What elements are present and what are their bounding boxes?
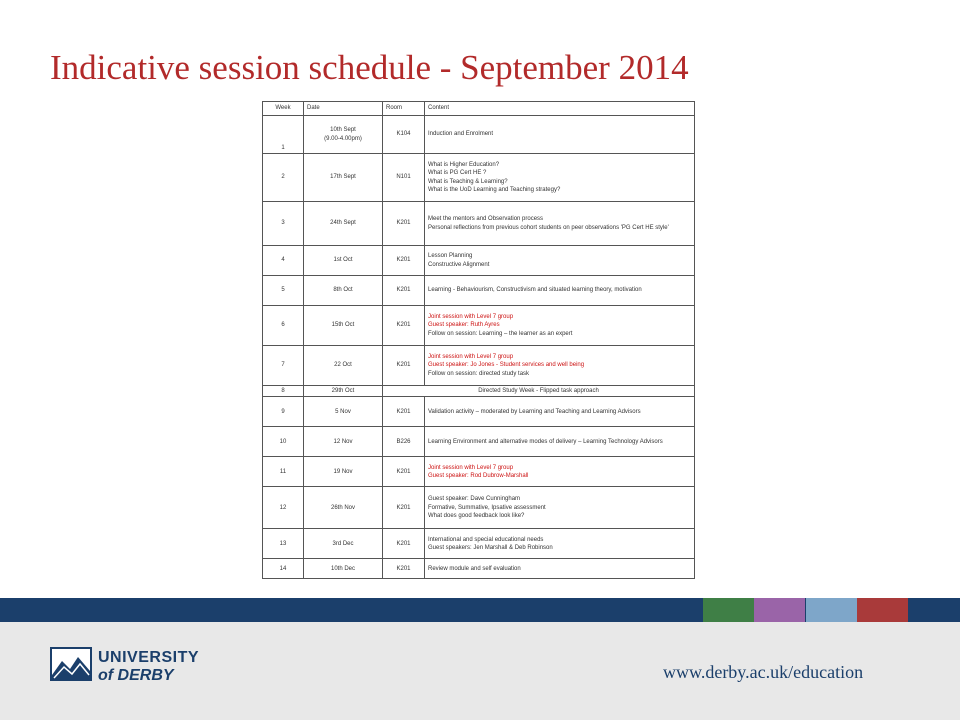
schedule-table <box>262 101 695 579</box>
header-room: Room <box>383 102 425 116</box>
cell-content <box>425 276 695 306</box>
logo-line2: of DERBY <box>98 667 174 684</box>
content-line: What does good feedback look like? <box>428 513 525 520</box>
cell-date: 17th Sept <box>304 154 383 202</box>
content-line: What is Teaching & Learning? <box>428 178 508 185</box>
cell-date: 22 Oct <box>304 346 383 386</box>
cell-content <box>425 529 695 559</box>
content-line: Review module and self evaluation <box>428 565 521 572</box>
cell-room: K201 <box>383 276 425 306</box>
cell-week: 11 <box>263 457 304 487</box>
logo-line1: UNIVERSITY <box>98 649 200 666</box>
content-line: Follow on session: Learning – the learner as an expert <box>428 330 573 337</box>
cell-content <box>425 202 695 246</box>
content-line: What is the UoD Learning and Teaching strategy? <box>428 186 561 193</box>
cell-week: 12 <box>263 487 304 529</box>
cell-week: 14 <box>263 559 304 579</box>
content-line: What is Higher Education? <box>428 161 500 168</box>
content-line: Joint session with Level 7 group <box>428 353 514 360</box>
cell-room: K201 <box>383 202 425 246</box>
table-row <box>263 559 695 579</box>
cell-content <box>425 487 695 529</box>
cell-week: 9 <box>263 397 304 427</box>
header-week: Week <box>263 102 304 116</box>
cell-date: 3rd Dec <box>304 529 383 559</box>
cell-week: 13 <box>263 529 304 559</box>
cell-date: 10th Sept (9.00-4.00pm) <box>304 116 383 154</box>
table-row <box>263 397 695 427</box>
cell-week: 1 <box>263 116 304 154</box>
cell-date: 8th Oct <box>304 276 383 306</box>
cell-room: K201 <box>383 397 425 427</box>
content-line: Follow on session: directed study task <box>428 370 530 377</box>
slide-title: Indicative session schedule - September 2014 <box>50 48 689 87</box>
table-row <box>263 306 695 346</box>
content-line: Meet the mentors and Observation process <box>428 216 544 223</box>
content-line: Guest speaker: Jo Jones - Student services and well being <box>428 362 585 369</box>
swatch-red <box>857 598 908 622</box>
content-line: Formative, Summative, Ipsative assessment <box>428 504 546 511</box>
content-line: International and special educational needs <box>428 536 544 543</box>
cell-content <box>425 457 695 487</box>
cell-week: 8 <box>263 386 304 397</box>
swatch-blue <box>806 598 857 622</box>
header-date: Date <box>304 102 383 116</box>
cell-date: 26th Nov <box>304 487 383 529</box>
cell-date: 24th Sept <box>304 202 383 246</box>
cell-content <box>425 559 695 579</box>
content-line: Learning Environment and alternative modes of delivery – Learning Technology Advisors <box>428 438 663 445</box>
content-line: Induction and Enrolment <box>428 131 494 138</box>
cell-week: 2 <box>263 154 304 202</box>
cell-content <box>425 306 695 346</box>
cell-room: K201 <box>383 346 425 386</box>
cell-room: K201 <box>383 246 425 276</box>
content-line: Guest speaker: Dave Cunningham <box>428 496 521 503</box>
content-line: What is PG Cert HE ? <box>428 170 487 177</box>
table-row <box>263 246 695 276</box>
cell-date: 29th Oct <box>304 386 383 397</box>
header-content: Content <box>425 102 695 116</box>
table-row <box>263 154 695 202</box>
content-line: Guest speaker: Rod Dubrow-Marshall <box>428 472 529 479</box>
content-line: Learning - Behaviourism, Constructivism and situated learning theory, motivation <box>428 287 642 294</box>
cell-content <box>425 154 695 202</box>
cell-room: K104 <box>383 116 425 154</box>
cell-week: 3 <box>263 202 304 246</box>
cell-content <box>425 397 695 427</box>
content-line: Guest speaker: Ruth Ayres <box>428 322 500 329</box>
cell-content <box>425 116 695 154</box>
content-line: Guest speakers: Jen Marshall & Deb Robinson <box>428 544 553 551</box>
table-row <box>263 487 695 529</box>
content-line: Joint session with Level 7 group <box>428 313 514 320</box>
table-row <box>263 457 695 487</box>
table-row <box>263 346 695 386</box>
content-line: Joint session with Level 7 group <box>428 464 514 471</box>
content-line: Directed Study Week - Flipped task approach <box>478 388 599 394</box>
cell-room: K201 <box>383 529 425 559</box>
content-line: Lesson Planning <box>428 253 473 260</box>
cell-room: K201 <box>383 306 425 346</box>
cell-week: 7 <box>263 346 304 386</box>
table-row <box>263 427 695 457</box>
cell-date: 1st Oct <box>304 246 383 276</box>
cell-week: 4 <box>263 246 304 276</box>
table-header-row <box>263 102 695 116</box>
derby-logo-icon <box>50 645 220 685</box>
cell-date: 12 Nov <box>304 427 383 457</box>
content-line: Validation activity – moderated by Learning and Teaching and Learning Advisors <box>428 408 641 415</box>
table-row <box>263 276 695 306</box>
cell-week: 10 <box>263 427 304 457</box>
cell-room: K201 <box>383 457 425 487</box>
table-row <box>263 202 695 246</box>
cell-date: 5 Nov <box>304 397 383 427</box>
cell-date: 19 Nov <box>304 457 383 487</box>
table-row <box>263 386 695 397</box>
swatch-purple <box>754 598 805 622</box>
cell-content <box>383 386 695 397</box>
table-row <box>263 529 695 559</box>
university-logo <box>50 645 220 690</box>
cell-date: 15th Oct <box>304 306 383 346</box>
cell-room: K201 <box>383 559 425 579</box>
cell-content <box>425 346 695 386</box>
cell-content <box>425 427 695 457</box>
cell-room: N101 <box>383 154 425 202</box>
cell-content <box>425 246 695 276</box>
cell-room: K201 <box>383 487 425 529</box>
cell-week: 6 <box>263 306 304 346</box>
cell-room: B226 <box>383 427 425 457</box>
cell-date: 10th Dec <box>304 559 383 579</box>
cell-week: 5 <box>263 276 304 306</box>
footer-url[interactable]: www.derby.ac.uk/education <box>663 662 864 682</box>
schedule-rows <box>263 116 695 579</box>
swatch-green <box>703 598 754 622</box>
table-row <box>263 116 695 154</box>
content-line: Constructive Alignment <box>428 261 490 268</box>
content-line: Personal reflections from previous cohort students on peer observations 'PG Cert HE style' <box>428 224 669 231</box>
